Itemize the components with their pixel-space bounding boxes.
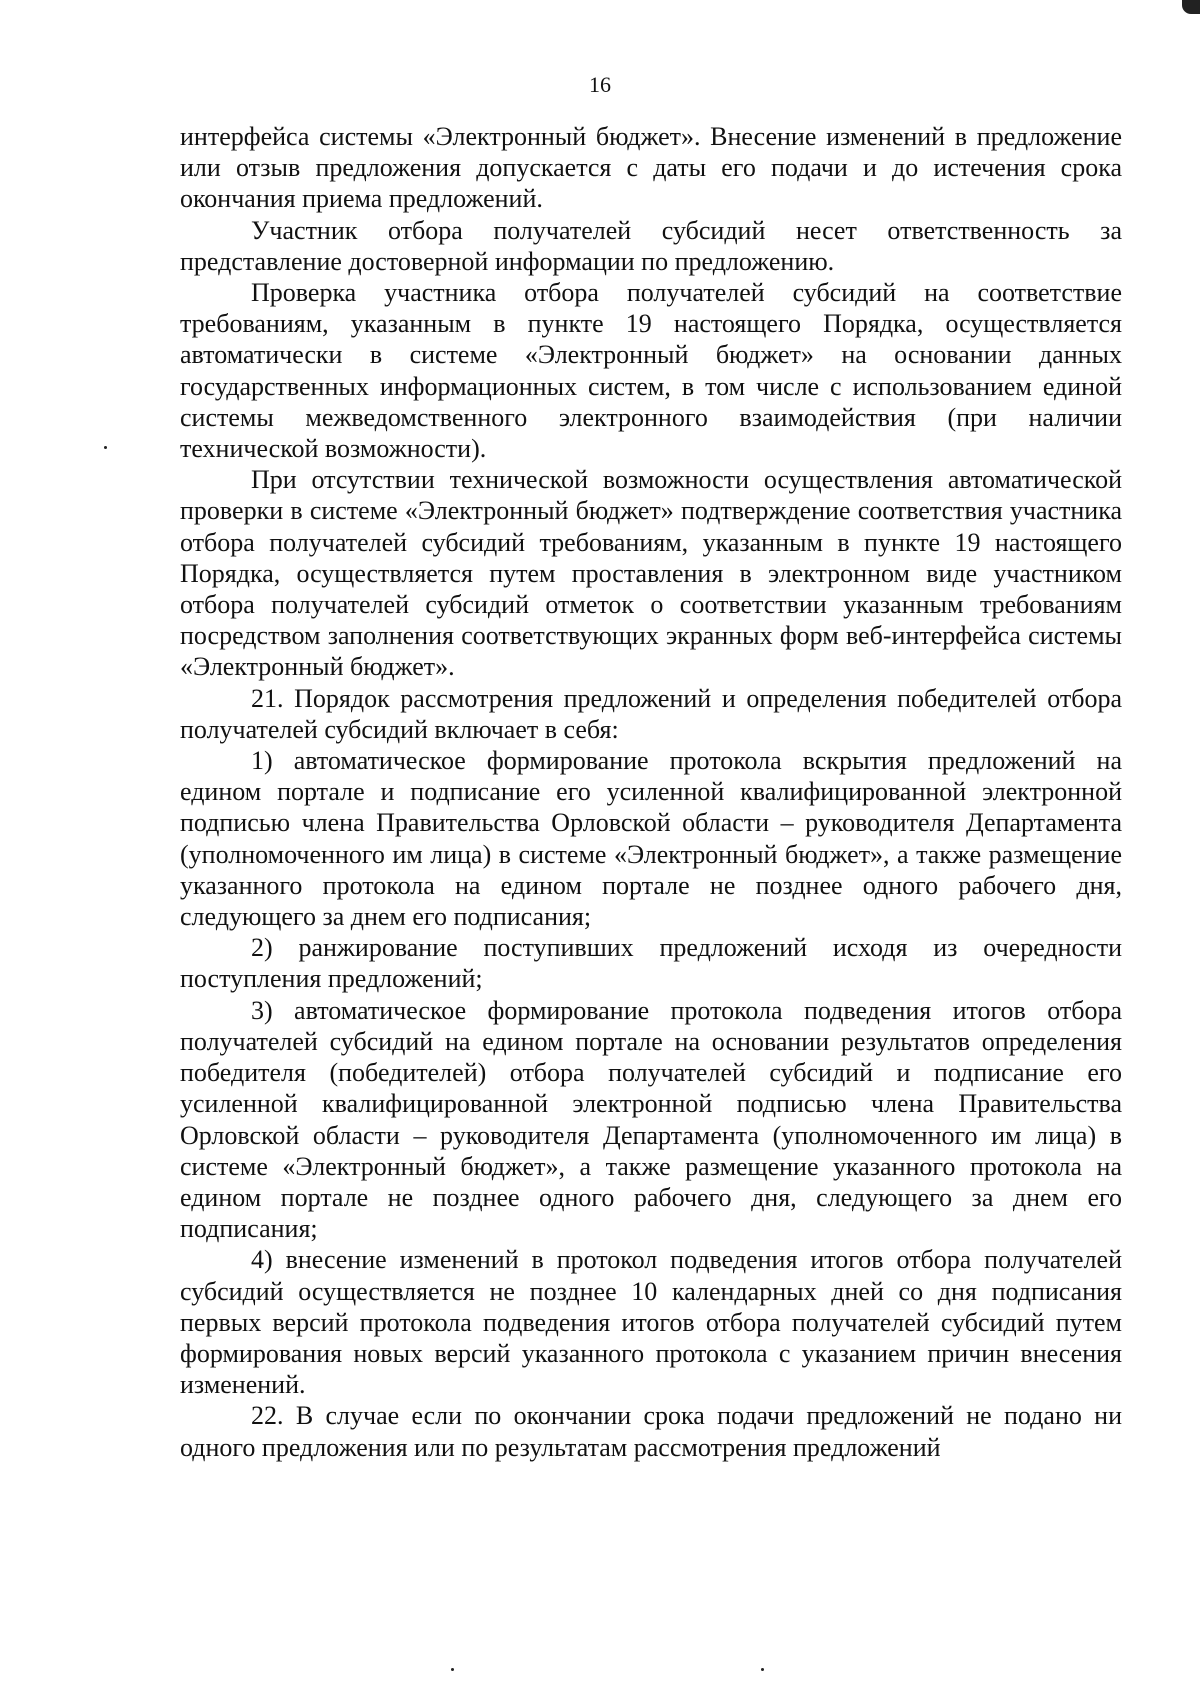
scan-dot (1182, 0, 1200, 14)
scan-dot (761, 1668, 764, 1671)
paragraph-7: 2) ранжирование поступивших предложений исходя из очередности поступления предложений; (180, 933, 1122, 994)
paragraph-6: 1) автоматическое формирование протокола вскрытия предложений на едином портале и подписание его усиленной квалифицированной электронной подписью члена Правительства Орловской области – руководителя Департамента (уполномоченного им лица) в системе «Электронный бюджет», а также размещение указанного протокола на едином портале не позднее одного рабочего дня, следующего за днем его подписания; (180, 746, 1122, 932)
scan-dot (104, 446, 107, 449)
paragraph-5: 21. Порядок рассмотрения предложений и определения победителей отбора получателей субсидий включает в себя: (180, 683, 1122, 744)
paragraph-4: При отсутствии технической возможности осуществления автоматической проверки в системе «Электронный бюджет» подтверждение соответствия участника отбора получателей субсидий требованиям, указанным в пункте 19 настоящего Порядка, осуществляется путем проставления в электронном виде участником отбора получателей субсидий отметок о соответствии указанным требованиям посредством заполнения соответствующих экранных форм веб-интерфейса системы «Электронный бюджет». (180, 465, 1122, 682)
scan-dot (451, 1668, 454, 1671)
document-body (180, 121, 1122, 1463)
page-number: 16 (589, 72, 611, 97)
paragraph-9: 4) внесение изменений в протокол подведения итогов отбора получателей субсидий осуществляется не позднее 10 календарных дней со дня подписания первых версий протокола подведения итогов отбора получателей субсидий путем формирования новых версий указанного протокола с указанием причин внесения изменений. (180, 1245, 1122, 1400)
paragraph-10: 22. В случае если по окончании срока подачи предложений не подано ни одного предложения или по результатам рассмотрения предложений (180, 1401, 1122, 1462)
paragraph-3: Проверка участника отбора получателей субсидий на соответствие требованиям, указанным в пункте 19 настоящего Порядка, осуществляется автоматически в системе «Электронный бюджет» на основании данных государственных информационных систем, в том числе с использованием единой системы межведомственного электронного взаимодействия (при наличии технической возможности). (180, 278, 1122, 464)
paragraph-2: Участник отбора получателей субсидий несет ответственность за представление достоверной информации по предложению. (180, 215, 1122, 276)
paragraph-8: 3) автоматическое формирование протокола подведения итогов отбора получателей субсидий на едином портале на основании результатов определения победителя (победителей) отбора получателей субсидий и подписание его усиленной квалифицированной электронной подписью члена Правительства Орловской области – руководителя Департамента (уполномоченного им лица) в системе «Электронный бюджет», а также размещение указанного протокола на едином портале не позднее одного рабочего дня, следующего за днем его подписания; (180, 995, 1122, 1244)
paragraph-1: интерфейса системы «Электронный бюджет». Внесение изменений в предложение или отзыв предложения допускается с даты его подачи и до истечения срока окончания приема предложений. (180, 122, 1122, 214)
